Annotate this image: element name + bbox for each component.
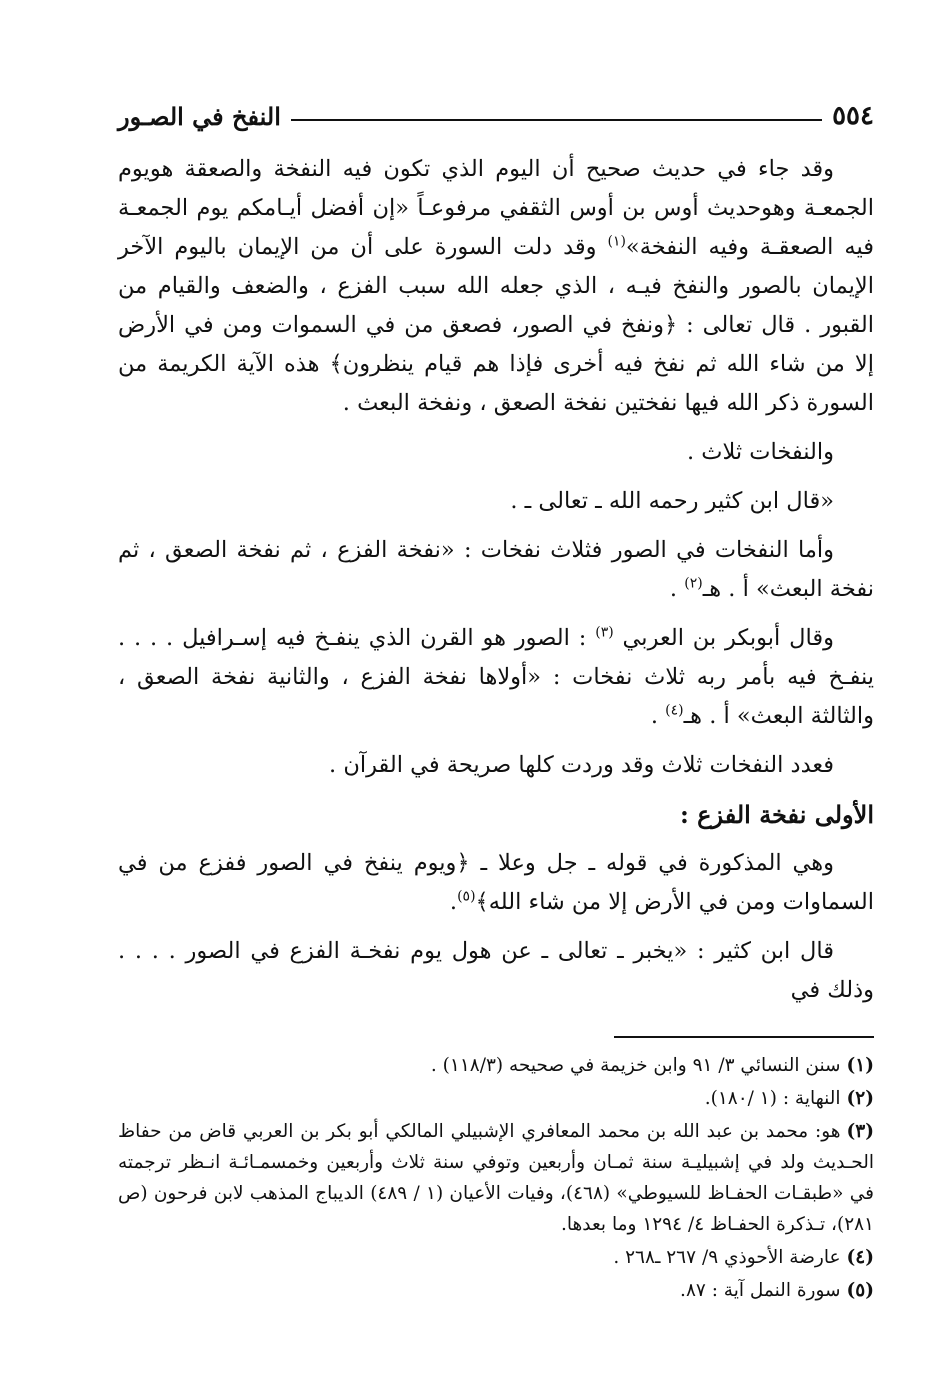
paragraph-1-rest: وقد دلت السورة على أن من الإيمان باليوم الآخر الإيمان بالصور والنفخ فيـه ، الذي جعله الله سبب الفزع ، والضعف والقيام من القبور . قال تعالى : ﴿ونفخ في الصور، فصعق من في السموات ومن في الأرض إلا من شاء الله ثم نفخ فيه أخرى فإذا هم قيام ينظرون﴾ هذه الآية الكريمة من السورة ذكر الله فيها نفختين نفخة الصعق ، ونفخة البعث . xyxy=(118,234,874,416)
paragraph-2: والنفخات ثلاث . xyxy=(686,439,834,465)
footnote-5 xyxy=(118,1275,874,1306)
paragraph-1 xyxy=(118,150,874,423)
footnote-text: عارضة الأحوذي ٩/ ٢٦٧ ـ٢٦٨ . xyxy=(613,1247,841,1268)
footnote-number: (٤) xyxy=(846,1247,874,1268)
page-number: ٥٥٤ xyxy=(832,101,874,131)
paragraph-5-a: وقال أبوبكر بن العربي xyxy=(613,625,834,651)
section-heading: الأولى نفخة الفزع : xyxy=(679,800,874,829)
footnote-ref-2: (٢) xyxy=(684,575,703,592)
paragraph-4-end: . xyxy=(669,576,685,602)
footnote-2 xyxy=(118,1083,874,1114)
paragraph-5-b: : الصور هو القرن الذي ينفـخ فيه إسـرافيل . . . . ينفـخ فيه بأمر ربه ثلاث نفخات : «أولاها نفخة الفزع ، والثانية نفخة الصعق ، والثالثة البعث» أ . هـ xyxy=(118,625,874,729)
paragraph-5 xyxy=(118,619,874,736)
footnote-ref-1: (١) xyxy=(607,233,626,250)
footnote-1 xyxy=(118,1050,874,1081)
footnote-ref-4: (٤) xyxy=(665,702,684,719)
footnote-ref-3: (٣) xyxy=(595,624,614,641)
footnote-number: (١) xyxy=(846,1055,874,1076)
paragraph-7-end: . xyxy=(449,889,458,915)
footnote-text: سورة النمل آية : ٨٧. xyxy=(680,1280,841,1301)
footnote-3 xyxy=(118,1116,874,1240)
paragraph-3: «قال ابن كثير رحمه الله ـ تعالى ـ . xyxy=(510,488,834,514)
footnote-number: (٥) xyxy=(846,1280,874,1301)
paragraph-1-text: وقد جاء في حديث صحيح أن اليوم الذي تكون فيه النفخة والصعقة هويوم الجمعـة وهوحديث أوس بن أوس الثقفي مرفوعـاً «إن أفضل أيـامكم يوم الجمعـة فيه الصعقـة وفيه النفخة» xyxy=(118,156,874,260)
footnote-4 xyxy=(118,1242,874,1273)
footnote-text: النهاية : (١ /١٨٠). xyxy=(704,1088,841,1109)
footnote-text: سنن النسائي ٣/ ٩١ وابن خزيمة في صحيحه (١١٨/٣) . xyxy=(430,1055,841,1076)
paragraph-7-text: وهي المذكورة في قوله ـ جل وعلا ـ ﴿ويوم ينفخ في الصور ففزع من في السماوات ومن في الأرض إلا من شاء الله﴾ xyxy=(118,850,874,915)
header-rule xyxy=(291,119,822,121)
paragraph-4-text: وأما النفخات في الصور فثلاث نفخات : «نفخة الفزع ، ثم نفخة الصعق ، ثم نفخة البعث» أ . هـ xyxy=(118,537,874,602)
footnote-number: (٣) xyxy=(846,1121,874,1142)
paragraph-5-end: . xyxy=(650,703,666,729)
main-text xyxy=(118,150,874,1010)
footnote-rule xyxy=(614,1036,874,1038)
footnote-ref-5: (٥) xyxy=(457,888,476,905)
running-title: النفخ في الصـور xyxy=(118,101,281,131)
paragraph-6: فعدد النفخات ثلاث وقد وردت كلها صريحة في القرآن . xyxy=(329,752,834,778)
paragraph-4 xyxy=(118,531,874,609)
footnote-text: هو: محمد بن عبد الله بن محمد المعافري الإشبيلي المالكي أبو بكر بن العربي قاض من حفاظ الحـديث ولد في إشبيليـة سنة ثمـان وأربعين وتوفي سنة ثلاث وأربعين وخمسمـائـة انـظر ترجمته في «طبقـات الحفـاظ للسيوطي» (٤٦٨)، وفيات الأعيان (١ / ٤٨٩) الديباج المذهب لابن فرحون (ص ٢٨١)، تـذكرة الحفـاظ ٤/ ١٢٩٤ وما بعدها. xyxy=(118,1121,874,1235)
paragraph-7 xyxy=(118,844,874,922)
footnotes xyxy=(118,1050,874,1306)
paragraph-8: قال ابن كثير : «يخبر ـ تعالى ـ عن هول يوم نفخـة الفزع في الصور . . . . وذلك في xyxy=(118,938,874,1003)
footnote-number: (٢) xyxy=(846,1088,874,1109)
page-header xyxy=(118,96,874,136)
